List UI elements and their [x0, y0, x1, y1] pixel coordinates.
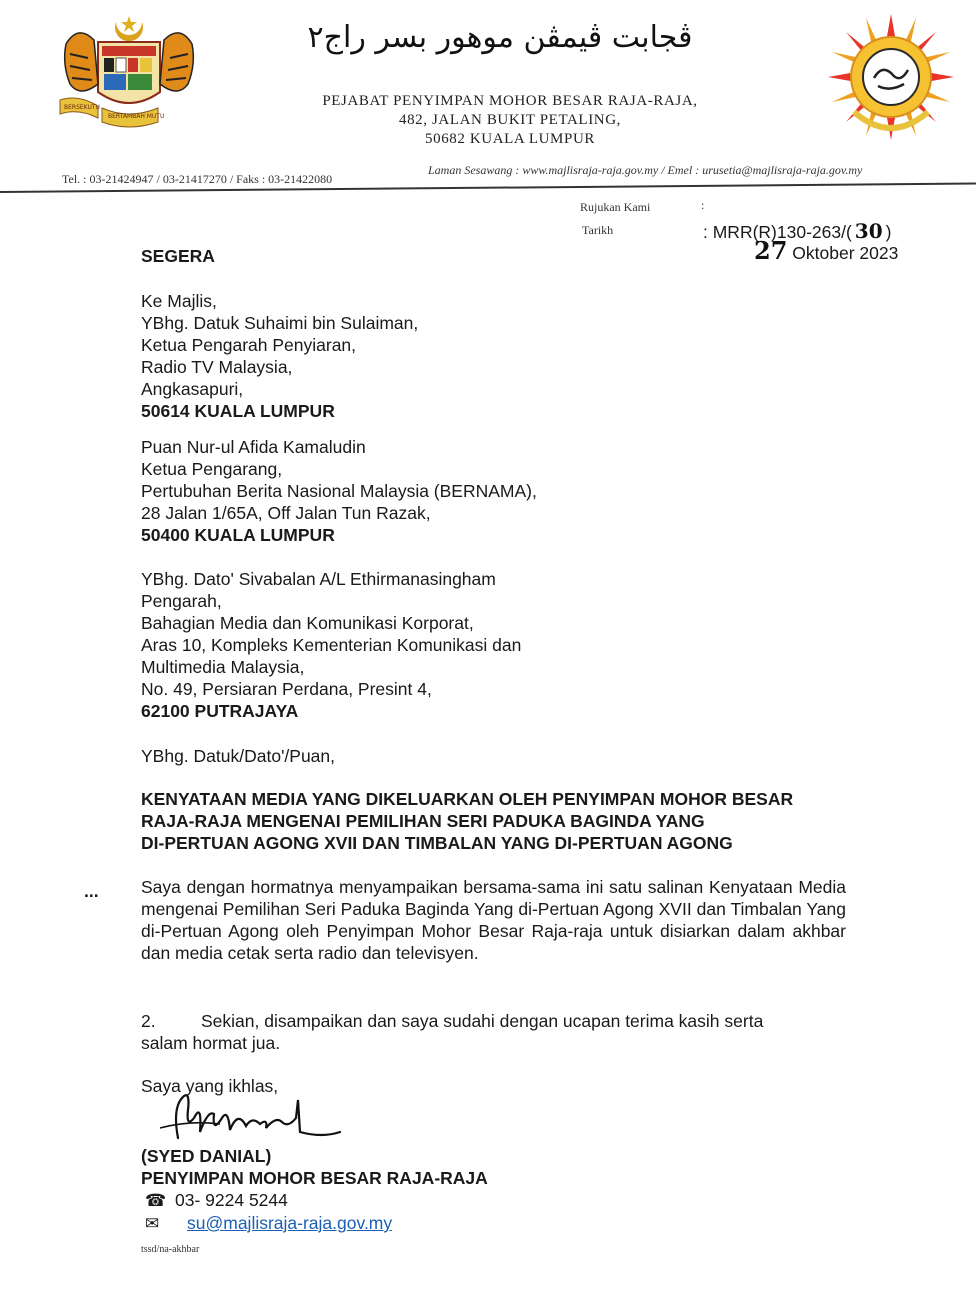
paragraph-2-rest: salam hormat jua. [141, 1033, 281, 1053]
signer-name: (SYED DANIAL) [141, 1146, 272, 1166]
handwritten-signature [150, 1088, 350, 1148]
web-email-line: Laman Sesawang : www.majlisraja-raja.gov.my / Emel : urusetia@majlisraja-raja.gov.my [428, 163, 863, 177]
phone-fax-line: Tel. : 03-21424947 / 03-21417270 / Faks : 03-21422080 [62, 172, 333, 186]
recipient-block-bernama [141, 436, 537, 546]
recipient-line: Multimedia Malaysia, [141, 657, 305, 677]
urgency-label: SEGERA [141, 246, 215, 266]
closing-phrase: Saya yang ikhlas, [141, 1076, 279, 1096]
office-street: 482, JALAN BUKIT PETALING, [398, 112, 622, 128]
recipient-line: No. 49, Persiaran Perdana, Presint 4, [141, 679, 432, 699]
date-month-year: Oktober 2023 [792, 243, 899, 263]
rujukan-colon: : [701, 198, 705, 212]
jawi-title: ڤجابت ڤيمڤن موهور بسر راج٢ [307, 20, 693, 55]
envelope-icon: ✉ [145, 1214, 160, 1233]
crest-motto-right: BERTAMBAH MUTU [108, 113, 165, 120]
recipient-city: 62100 PUTRAJAYA [141, 701, 299, 721]
recipient-line: Pengarah, [141, 591, 222, 611]
paragraph-2-number: 2. [141, 1011, 156, 1031]
signer-email-row [145, 1212, 392, 1235]
recipient-city: 50614 KUALA LUMPUR [141, 401, 335, 421]
paragraph-1: Saya dengan hormatnya menyampaikan bersama-sama ini satu salinan Kenyataan Media mengenai Pemilihan Seri Paduka Baginda Yang di-Pertuan Agong XVII dan Timbalan Yang di-Pertuan Agong oleh Penyimpan Mohor Besar Raja-raja untuk disiarkan dalam akhbar dan media cetak serta radio dan televisyen. [141, 877, 846, 963]
recipient-line: Ketua Pengarang, [141, 459, 283, 479]
recipient-line: Ketua Pengarah Penyiaran, [141, 335, 357, 355]
recipients-intro: Ke Majlis, [141, 291, 217, 311]
crest-motto-left: BERSEKUTU [64, 104, 100, 111]
recipient-line: YBhg. Dato' Sivabalan A/L Ethirmanasingham [141, 569, 496, 589]
subject-line: DI-PERTUAN AGONG XVII DAN TIMBALAN YANG DI-PERTUAN AGONG [141, 833, 733, 853]
letter-date [754, 236, 899, 265]
signer-email-link[interactable]: su@majlisraja-raja.gov.my [187, 1213, 393, 1233]
recipient-line: Puan Nur-ul Afida Kamaludin [141, 437, 366, 457]
signer-title: PENYIMPAN MOHOR BESAR RAJA-RAJA [141, 1168, 488, 1188]
recipient-line: YBhg. Datuk Suhaimi bin Sulaiman, [141, 313, 419, 333]
date-day-handwritten: 27 [754, 236, 788, 265]
recipient-line: Radio TV Malaysia, [141, 357, 293, 377]
margin-mark: ... [84, 881, 99, 901]
paragraph-2-first-line: Sekian, disampaikan dan saya sudahi dengan ucapan terima kasih serta [201, 1011, 764, 1031]
majlis-seal-logo [826, 12, 956, 142]
subject-line: KENYATAAN MEDIA YANG DIKELUARKAN OLEH PENYIMPAN MOHOR BESAR [141, 789, 794, 809]
ref-printed: : MRR(R)130-263/( [703, 222, 852, 242]
coat-of-arms-logo [58, 14, 200, 132]
recipient-line: 28 Jalan 1/65A, Off Jalan Tun Razak, [141, 503, 431, 523]
recipient-line: Aras 10, Kompleks Kementerian Komunikasi dan [141, 635, 522, 655]
recipient-line: Bahagian Media dan Komunikasi Korporat, [141, 613, 474, 633]
recipient-line: Angkasapuri, [141, 379, 244, 399]
salutation: YBhg. Datuk/Dato'/Puan, [141, 746, 336, 766]
office-name: PEJABAT PENYIMPAN MOHOR BESAR RAJA-RAJA, [322, 93, 698, 109]
recipient-line: Pertubuhan Berita Nasional Malaysia (BERNAMA), [141, 481, 537, 501]
office-address [260, 92, 760, 149]
recipient-block-rtm [141, 312, 418, 422]
office-city: 50682 KUALA LUMPUR [425, 131, 595, 147]
recipient-block-kkmm [141, 568, 521, 722]
subject-line: RAJA-RAJA MENGENAI PEMILIHAN SERI PADUKA BAGINDA YANG [141, 811, 705, 831]
recipient-city: 50400 KUALA LUMPUR [141, 525, 335, 545]
phone-icon: ☎ [145, 1191, 167, 1210]
tarikh-label: Tarikh [582, 223, 614, 237]
ref-handwritten: 30 [854, 219, 883, 243]
subject-heading [141, 788, 793, 854]
signer-phone: 03- 9224 5244 [175, 1190, 288, 1210]
paragraph-2 [141, 1010, 763, 1054]
ref-close: ) [885, 222, 892, 242]
rujukan-label: Rujukan Kami [580, 200, 651, 214]
signer-phone-row [145, 1189, 288, 1212]
footer-reference: tssd/na-akhbar [141, 1244, 200, 1255]
